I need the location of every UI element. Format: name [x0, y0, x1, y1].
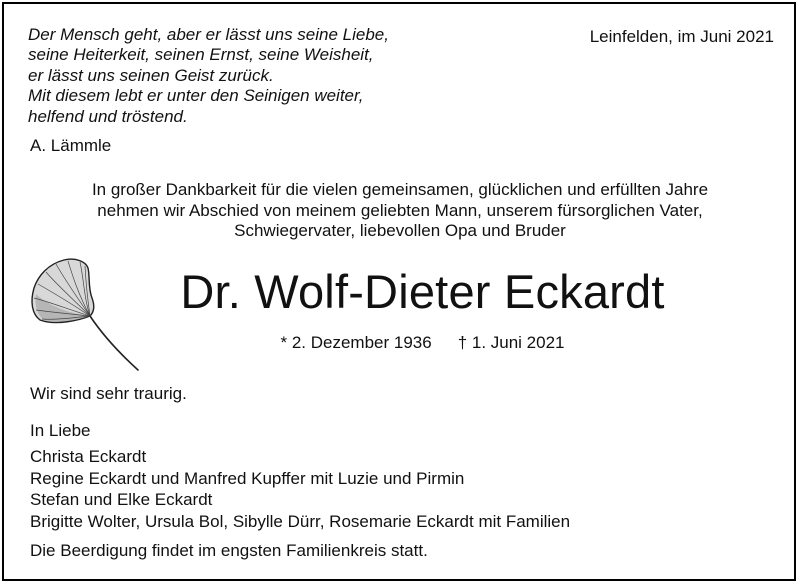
intro-text — [0, 180, 800, 242]
mourners-list — [30, 446, 570, 532]
funeral-note: Die Beerdigung findet im engsten Familienkreis statt. — [30, 541, 428, 560]
deceased-name: Dr. Wolf-Dieter Eckardt — [180, 265, 665, 318]
poem-author: A. Lämmle — [30, 136, 112, 155]
closing-line: In Liebe — [30, 421, 91, 440]
mourner-line: Christa Eckardt — [30, 447, 147, 466]
poem-line: er lässt uns seinen Geist zurück. — [28, 65, 274, 85]
intro-line: In großer Dankbarkeit für die vielen gemeinsamen, glücklichen und erfüllten Jahre — [91, 180, 709, 199]
sad-line: Wir sind sehr traurig. — [30, 384, 187, 403]
mourner-line: Regine Eckardt und Manfred Kupffer mit Luzie und Pirmin — [30, 468, 465, 488]
birth-date: * 2. Dezember 1936 — [280, 333, 432, 352]
mourner-line: Brigitte Wolter, Ursula Bol, Sibylle Dürr, Rosemarie Eckardt mit Familien — [30, 511, 571, 531]
intro-line: Schwiegervater, liebevollen Opa und Bruder — [234, 221, 566, 240]
poem-line: Der Mensch geht, aber er lässt uns seine Liebe, — [28, 25, 389, 44]
intro-line: nehmen wir Abschied von meinem geliebten Mann, unserem fürsorglichen Vater, — [97, 200, 703, 220]
place-date: Leinfelden, im Juni 2021 — [589, 27, 774, 46]
poem — [28, 25, 389, 127]
poem-line: seine Heiterkeit, seinen Ernst, seine Weisheit, — [28, 45, 374, 65]
poem-line: helfend und tröstend. — [28, 106, 188, 126]
death-date: † 1. Juni 2021 — [457, 333, 565, 352]
poem-line: Mit diesem lebt er unter den Seinigen weiter, — [28, 86, 364, 106]
mourner-line: Stefan und Elke Eckardt — [30, 490, 213, 509]
life-dates — [0, 333, 800, 353]
